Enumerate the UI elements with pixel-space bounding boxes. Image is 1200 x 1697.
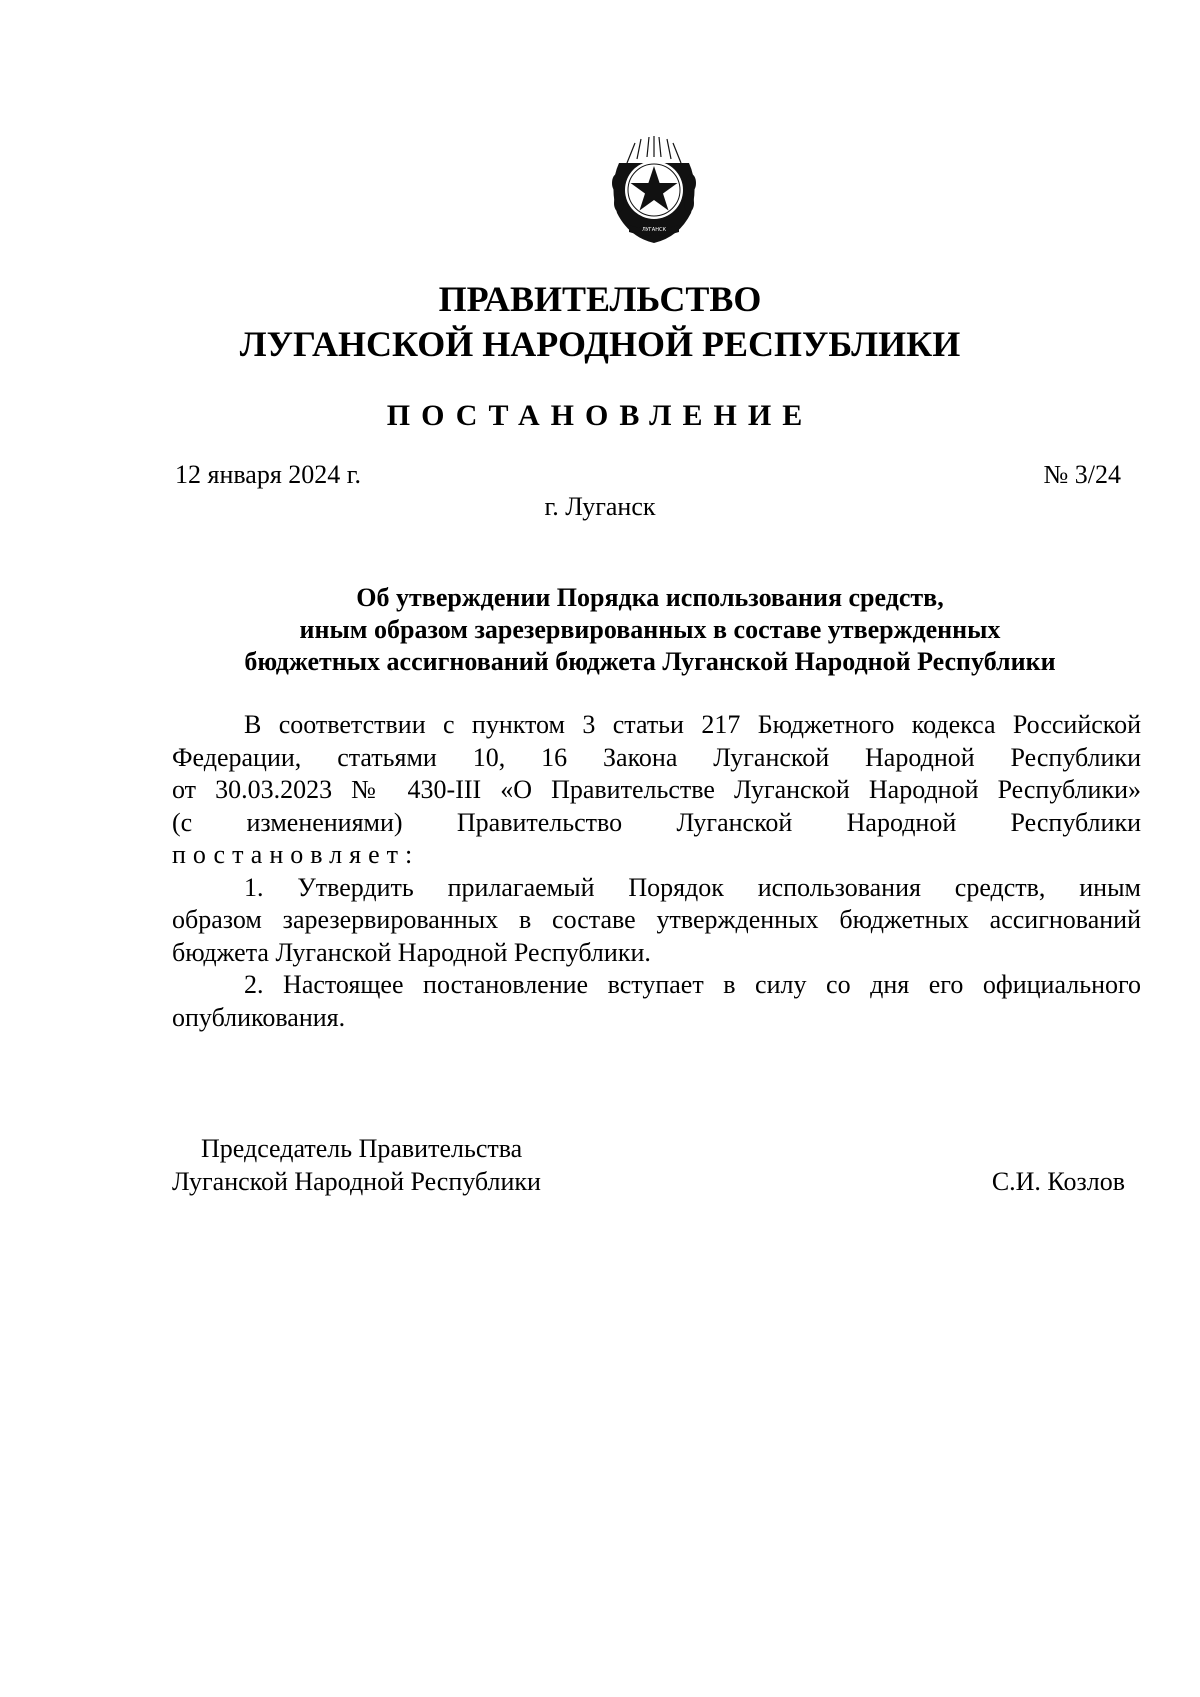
- star-emblem-icon: [597, 133, 711, 247]
- body-line: В соответствии с пунктом 3 статьи 217 Бюджетного кодекса Российской: [244, 710, 1141, 739]
- document-title: [175, 582, 1125, 678]
- signatory-position-line1: Председатель Правительства: [201, 1134, 523, 1163]
- signatory-position-line2: Луганской Народной Республики: [172, 1167, 541, 1196]
- document-date: 12 января 2024 г.: [175, 460, 362, 489]
- document-type: ПОСТАНОВЛЕНИЕ: [386, 399, 814, 432]
- item-2-line: опубликования.: [172, 1002, 346, 1032]
- item-1-line: образом зарезервированных в составе утвержденных бюджетных ассигнований: [172, 905, 1141, 934]
- org-name-line2: ЛУГАНСКОЙ НАРОДНОЙ РЕСПУБЛИКИ: [239, 324, 961, 364]
- document-body: [172, 709, 1141, 1034]
- title-line: бюджетных ассигнований бюджета Луганской Народной Республики: [244, 647, 1056, 676]
- document-number: № 3/24: [1043, 460, 1121, 489]
- body-line: (с изменениями) Правительство Луганской Народной Республики: [172, 807, 1141, 837]
- emblem-ribbon-text: ЛУГАНСК: [641, 227, 667, 233]
- document-city: г. Луганск: [544, 492, 656, 521]
- body-line: Федерации, статьями 10, 16 Закона Луганской Народной Республики: [172, 742, 1141, 772]
- signatory-name: С.И. Козлов: [991, 1167, 1125, 1196]
- body-line-decision: постановляет:: [172, 840, 420, 869]
- title-line: Об утверждении Порядка использования средств,: [356, 583, 944, 612]
- org-name-line1: ПРАВИТЕЛЬСТВО: [438, 279, 762, 319]
- item-1-line: бюджета Луганской Народной Республики.: [172, 937, 651, 967]
- title-line: иным образом зарезервированных в составе утвержденных: [299, 615, 1001, 644]
- body-line: от 30.03.2023 № 430-III «О Правительстве Луганской Народной Республики»: [172, 775, 1141, 804]
- item-2-line: 2. Настоящее постановление вступает в силу со дня его официального: [244, 970, 1141, 999]
- item-1-line: 1. Утвердить прилагаемый Порядок использования средств, иным: [244, 872, 1141, 902]
